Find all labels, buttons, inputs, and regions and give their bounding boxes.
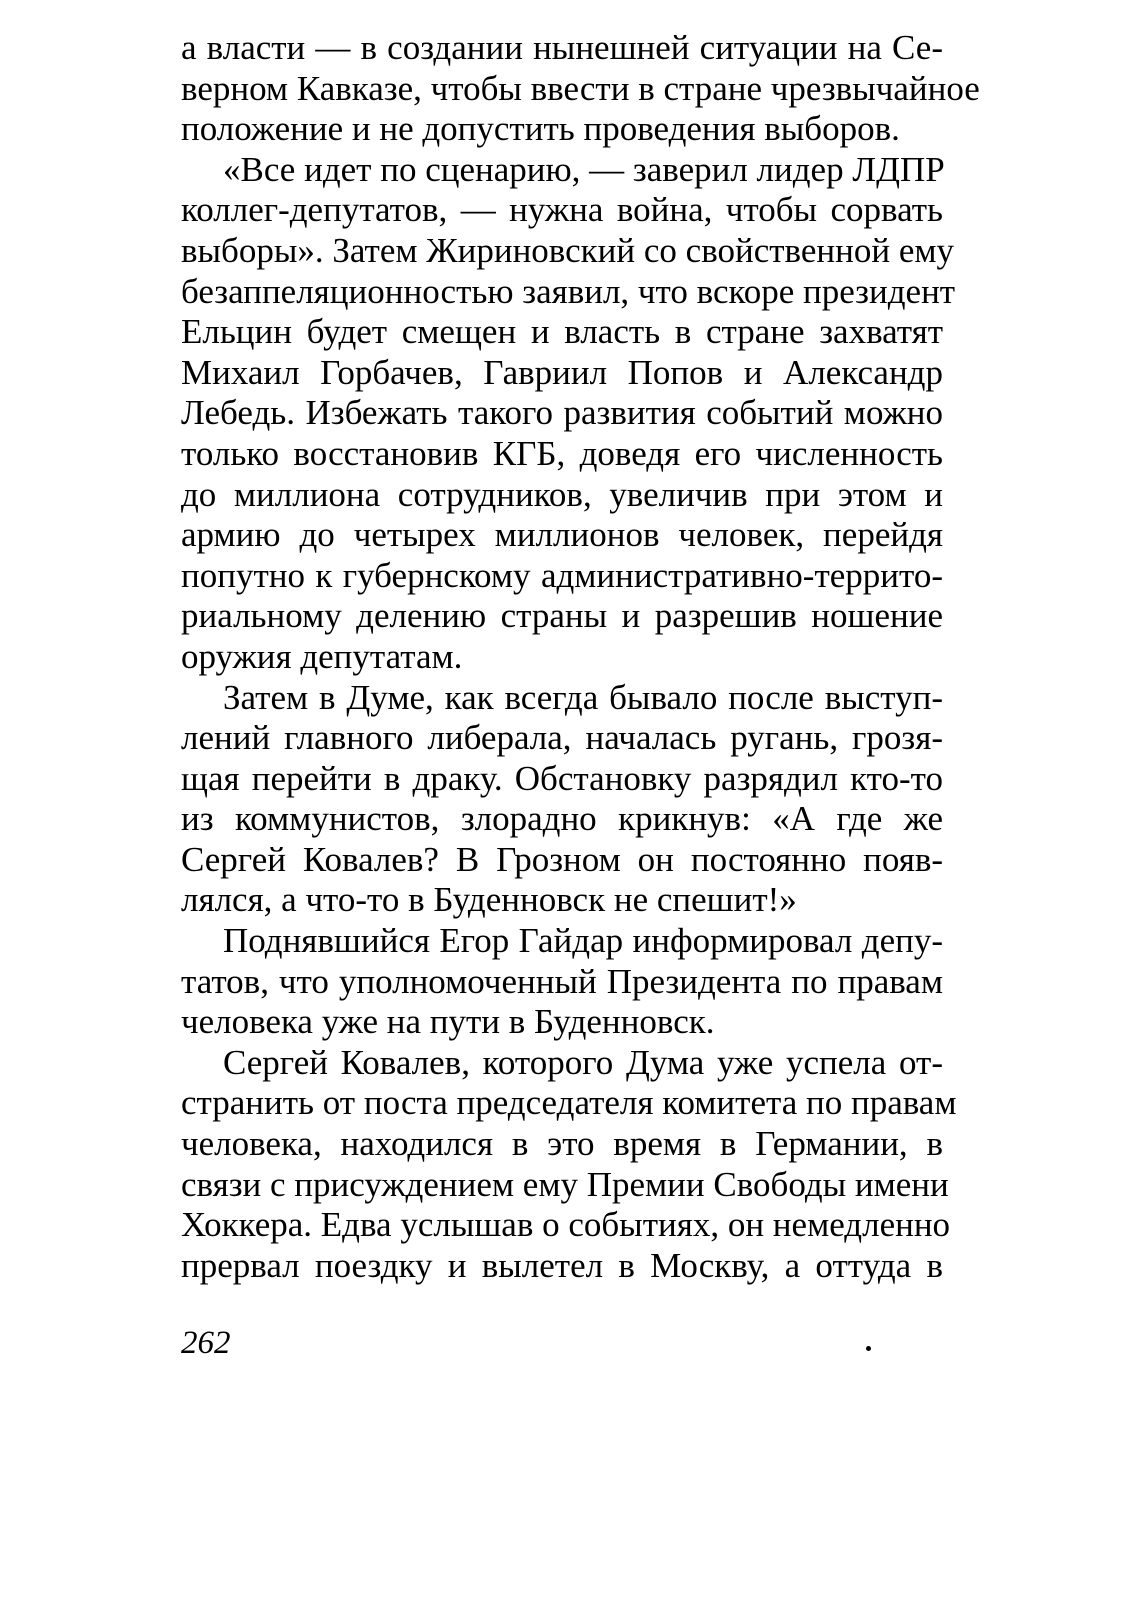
text-line: а власти — в создании нынешней ситуации на Се- <box>181 28 943 67</box>
text-line: оружия депутатам. <box>181 636 463 676</box>
page-number: 262 <box>181 1325 231 1361</box>
text-line: Хоккера. Едва услышав о событиях, он немедленно <box>181 1205 951 1245</box>
paragraph-1 <box>181 28 980 150</box>
text-line: попутно к губернскому административно-террито- <box>181 555 943 595</box>
text-line: татов, что уполномоченный Президента по правам <box>181 961 943 1001</box>
text-line: Ельцин будет смещен и власть в стране захватят <box>181 312 943 352</box>
text-line: странить от поста председателя комитета по правам <box>181 1083 957 1123</box>
text-line: прервал поездку и вылетел в Москву, а оттуда в <box>181 1245 943 1285</box>
text-line: Лебедь. Избежать такого развития событий можно <box>181 393 943 433</box>
text-line: армию до четырех миллионов человек, перейдя <box>181 515 943 555</box>
text-line: до миллиона сотрудников, увеличив при этом и <box>181 474 943 514</box>
text-line: Сергей Ковалев, которого Дума уже успела от- <box>223 1042 943 1082</box>
text-line: верном Кавказе, чтобы ввести в стране чрезвычайное <box>181 68 980 108</box>
paragraph-2 <box>181 149 956 678</box>
text-line: выборы». Затем Жириновский со свойственной ему <box>181 230 955 270</box>
text-line: Михаил Горбачев, Гавриил Попов и Александр <box>181 352 943 392</box>
text-line: Поднявшийся Егор Гайдар информировал депу- <box>223 921 943 961</box>
text-line: Сергей Ковалев? В Грозном он постоянно появ- <box>181 839 943 879</box>
text-line: «Все идет по сценарию, — заверил лидер ЛДПР <box>223 149 945 189</box>
text-line: коллег-депутатов, — нужна война, чтобы сорвать <box>181 190 943 230</box>
paragraph-4 <box>181 921 943 1043</box>
text-line: риальному делению страны и разрешив ношение <box>181 596 943 636</box>
book-page-text <box>181 28 980 1286</box>
text-line: только восстановив КГБ, доведя его численность <box>181 433 943 473</box>
paragraph-3 <box>181 678 943 922</box>
text-line: лений главного либерала, началась ругань, грозя- <box>181 718 943 758</box>
scan-speck <box>866 1346 871 1351</box>
text-line: связи с присуждением ему Премии Свободы имени <box>181 1164 949 1204</box>
text-line: человека уже на пути в Буденновск. <box>181 1002 715 1042</box>
text-line: из коммунистов, злорадно крикнув: «А где же <box>181 799 943 839</box>
text-line: щая перейти в драку. Обстановку разрядил кто-то <box>181 758 943 798</box>
paragraph-5 <box>181 1042 957 1287</box>
text-line: положение и не допустить проведения выборов. <box>181 109 900 149</box>
text-line: Затем в Думе, как всегда бывало после выступ- <box>223 677 943 717</box>
text-line: безаппеляционностью заявил, что вскоре президент <box>181 271 956 311</box>
text-line: человека, находился в это время в Германии, в <box>181 1124 943 1164</box>
text-line: лялся, а что-то в Буденновск не спешит!» <box>181 880 797 920</box>
